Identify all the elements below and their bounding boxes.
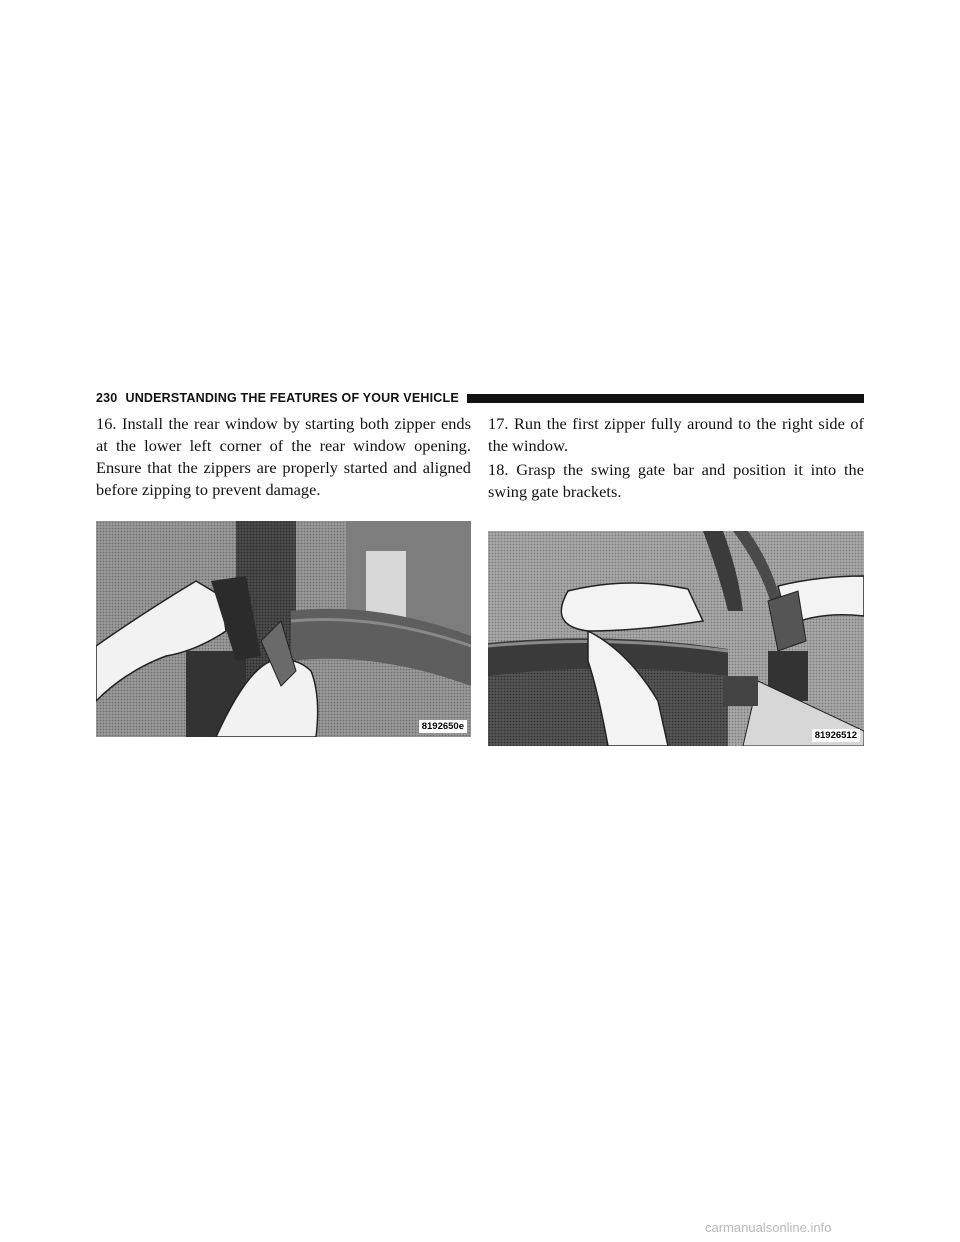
swing-gate-bar-illustration bbox=[488, 531, 864, 746]
page-number: 230 bbox=[96, 391, 118, 405]
site-watermark: carmanualsonline.info bbox=[705, 1220, 832, 1235]
page-header bbox=[96, 390, 864, 406]
section-title: UNDERSTANDING THE FEATURES OF YOUR VEHICLE bbox=[125, 391, 459, 405]
zipper-start-illustration bbox=[96, 521, 471, 737]
figure-zipper-start bbox=[96, 521, 471, 737]
figure-code: 8192650e bbox=[419, 720, 467, 733]
figure-code: 81926512 bbox=[812, 729, 860, 742]
step-18-text: 18. Grasp the swing gate bar and position it into the swing gate brackets. bbox=[488, 460, 864, 501]
header-rule bbox=[467, 394, 864, 403]
figure-swing-gate-bar bbox=[488, 531, 864, 746]
step-16-text: 16. Install the rear window by starting both zipper ends at the lower left corner of the rear window opening. Ensure that the zippers are properly started and aligned before zipping to prevent damage. bbox=[96, 414, 471, 499]
step-17-text: 17. Run the first zipper fully around to the right side of the window. bbox=[488, 414, 864, 455]
